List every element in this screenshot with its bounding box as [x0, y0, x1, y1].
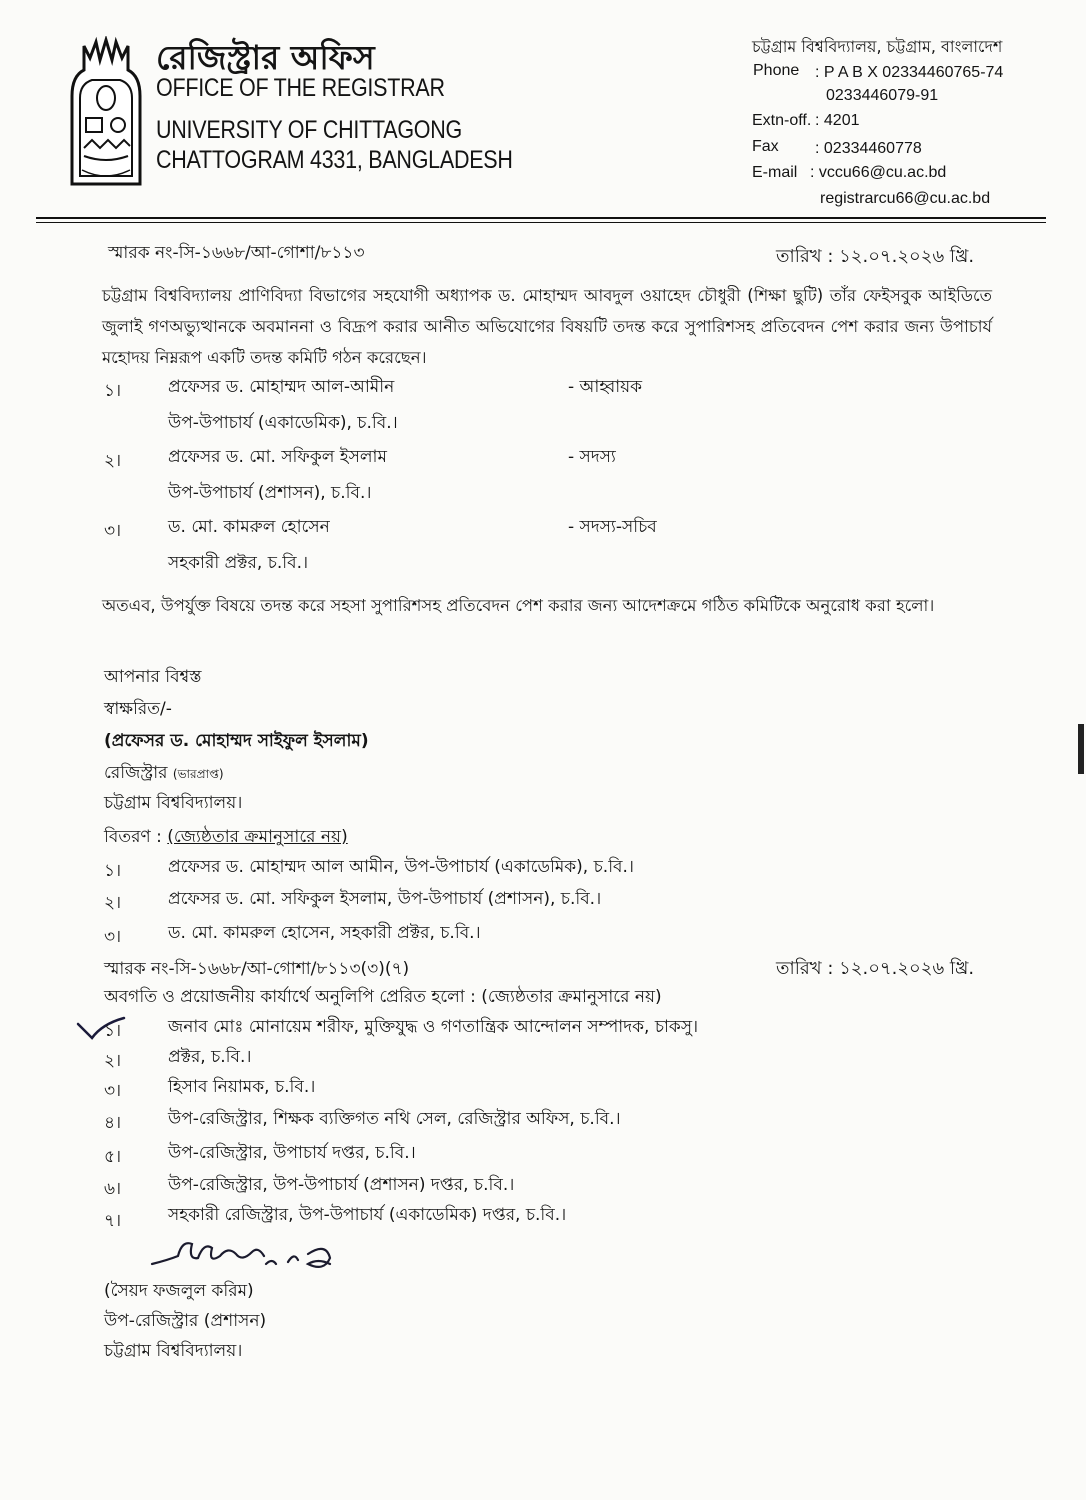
committee-role: - আহ্বায়ক: [568, 377, 643, 397]
list-item: প্রক্টর, চ.বি.।: [168, 1047, 252, 1067]
list-item-num: ১।: [104, 1021, 122, 1041]
second-signatory-title: উপ-রেজিস্ট্রার (প্রশাসন): [104, 1311, 267, 1331]
email-value-2: registrarcu66@cu.ac.bd: [820, 190, 991, 207]
header-rule: [36, 217, 1046, 219]
office-name-en: OFFICE OF THE REGISTRAR: [156, 74, 445, 102]
extn-value: : 4201: [815, 112, 860, 129]
list-item: ড. মো. কামরুল হোসেন, সহকারী প্রক্টর, চ.বি.।: [168, 923, 481, 943]
phone-label: Phone: [753, 62, 800, 79]
list-item: প্রফেসর ড. মো. সফিকুল ইসলাম, উপ-উপাচার্য (প্রশাসন), চ.বি.।: [168, 889, 602, 909]
committee-designation: উপ-উপাচার্য (একাডেমিক), চ.বি.।: [168, 413, 398, 433]
list-item: সহকারী রেজিস্ট্রার, উপ-উপাচার্য (একাডেমিক) দপ্তর, চ.বি.।: [168, 1205, 567, 1225]
intro-paragraph: চট্টগ্রাম বিশ্ববিদ্যালয় প্রাণিবিদ্যা বিভাগের সহযোগী অধ্যাপক ড. মোহাম্মদ আবদুল ওয়াহেদ চৌধুরী (শিক্ষা ছুটি) তাঁর ফেইসবুক আইডিতে জুলাই গণঅভ্যুত্থানকে অবমাননা ও বিদ্রূপ করার আনীত অভিযোগের বিষয়টি তদন্ত করে সুপারিশসহ প্রতিবেদন পেশ করার জন্য উপাচার্য মহোদয় নিম্নরূপ একটি তদন্ত কমিটি গঠন করেছেন।: [102, 286, 992, 367]
fax-label: Fax: [752, 138, 779, 155]
list-item-num: ২।: [104, 893, 122, 913]
copy-ref: স্মারক নং-সি-১৬৬৮/আ-গোশা/৮১১৩(৩)(৭): [104, 959, 410, 979]
committee-name: প্রফেসর ড. মোহাম্মদ আল-আমীন: [168, 377, 395, 397]
list-item: হিসাব নিয়ামক, চ.বি.।: [168, 1077, 316, 1097]
list-item-num: ২।: [104, 1051, 122, 1071]
committee-designation: উপ-উপাচার্য (প্রশাসন), চ.বি.।: [168, 483, 372, 503]
committee-num: ৩।: [104, 521, 122, 541]
list-item-num: ১।: [104, 861, 122, 881]
committee-role: - সদস্য: [568, 447, 616, 467]
distribution-heading: [104, 824, 348, 852]
list-item: উপ-রেজিস্ট্রার, শিক্ষক ব্যক্তিগত নথি সেল, রেজিস্ট্রার অফিস, চ.বি.।: [168, 1109, 621, 1129]
memo-ref: স্মারক নং-সি-১৬৬৮/আ-গোশা/৮১১৩: [108, 243, 365, 263]
committee-num: ২।: [104, 451, 122, 471]
signed-note: স্বাক্ষরিত/-: [104, 699, 172, 719]
list-item: জনাব মোঃ মোনায়েম শরীফ, মুক্তিযুদ্ধ ও গণতান্ত্রিক আন্দোলন সম্পাদক, চাকসু।: [168, 1017, 699, 1037]
university-logo: [66, 36, 146, 186]
signatory-title: [104, 760, 224, 788]
committee-designation: সহকারী প্রক্টর, চ.বি.।: [168, 553, 309, 573]
committee-role: - সদস্য-সচিব: [568, 517, 657, 537]
committee-name: প্রফেসর ড. মো. সফিকুল ইসলাম: [168, 447, 387, 467]
fax-value: : 02334460778: [815, 140, 922, 157]
signatory-name: (প্রফেসর ড. মোহাম্মদ সাইফুল ইসলাম): [104, 731, 369, 751]
second-signatory-org: চট্টগ্রাম বিশ্ববিদ্যালয়।: [104, 1341, 243, 1361]
header-rule-thin: [36, 222, 1046, 223]
list-item-num: ৪।: [104, 1113, 122, 1133]
copy-date: তারিখ : ১২.০৭.২০২৬ খ্রি.: [776, 958, 975, 979]
list-item-num: ৬।: [104, 1179, 122, 1199]
distribution-heading-note: (জ্যেষ্ঠতার ক্রমানুসারে নয়): [167, 827, 348, 847]
list-item-num: ৫।: [104, 1147, 122, 1167]
list-item: প্রফেসর ড. মোহাম্মদ আল আমীন, উপ-উপাচার্য (একাডেমিক), চ.বি.।: [168, 857, 635, 877]
address-en: CHATTOGRAM 4331, BANGLADESH: [156, 146, 513, 174]
extn-label: Extn-off.: [752, 112, 812, 129]
university-name-en: UNIVERSITY OF CHITTAGONG: [156, 116, 462, 144]
copy-heading: অবগতি ও প্রয়োজনীয় কার্যার্থে অনুলিপি প্রেরিত হলো : (জ্যেষ্ঠতার ক্রমানুসারে নয়): [104, 987, 662, 1007]
scan-edge-mark: [1078, 724, 1084, 774]
list-item: উপ-রেজিস্ট্রার, উপ-উপাচার্য (প্রশাসন) দপ্তর, চ.বি.।: [168, 1175, 515, 1195]
contact-address-bn: চট্টগ্রাম বিশ্ববিদ্যালয়, চট্টগ্রাম, বাংলাদেশ: [752, 37, 1003, 56]
committee-num: ১।: [104, 381, 122, 401]
list-item: উপ-রেজিস্ট্রার, উপাচার্য দপ্তর, চ.বি.।: [168, 1143, 416, 1163]
phone-value-2: 0233446079-91: [826, 87, 939, 104]
list-item-num: ৩।: [104, 1081, 122, 1101]
letterhead-title-bn: রেজিস্ট্রার অফিস: [156, 38, 375, 77]
committee-name: ড. মো. কামরুল হোসেন: [168, 517, 330, 537]
signatory-title-text: রেজিস্ট্রার: [104, 763, 168, 783]
handwritten-signature: [148, 1234, 338, 1280]
signatory-title-note: (ভারপ্রাপ্ত): [172, 767, 224, 781]
email-label: E-mail: [752, 164, 798, 181]
signatory-org: চট্টগ্রাম বিশ্ববিদ্যালয়।: [104, 793, 243, 813]
closing: আপনার বিশ্বস্ত: [104, 667, 202, 687]
second-signatory-name: (সৈয়দ ফজলুল করিম): [104, 1281, 254, 1301]
memo-date: তারিখ : ১২.০৭.২০২৬ খ্রি.: [776, 246, 975, 267]
request-paragraph: অতএব, উপর্যুক্ত বিষয়ে তদন্ত করে সহসা সুপারিশসহ প্রতিবেদন পেশ করার জন্য আদেশক্রমে গঠিত কমিটিকে অনুরোধ করা হলো।: [102, 596, 935, 615]
distribution-heading-label: বিতরণ :: [104, 827, 162, 847]
list-item-num: ৭।: [104, 1211, 122, 1231]
list-item-num: ৩।: [104, 927, 122, 947]
email-value-1: : vccu66@cu.ac.bd: [810, 164, 947, 181]
phone-value-1: : P A B X 02334460765-74: [815, 64, 1004, 81]
